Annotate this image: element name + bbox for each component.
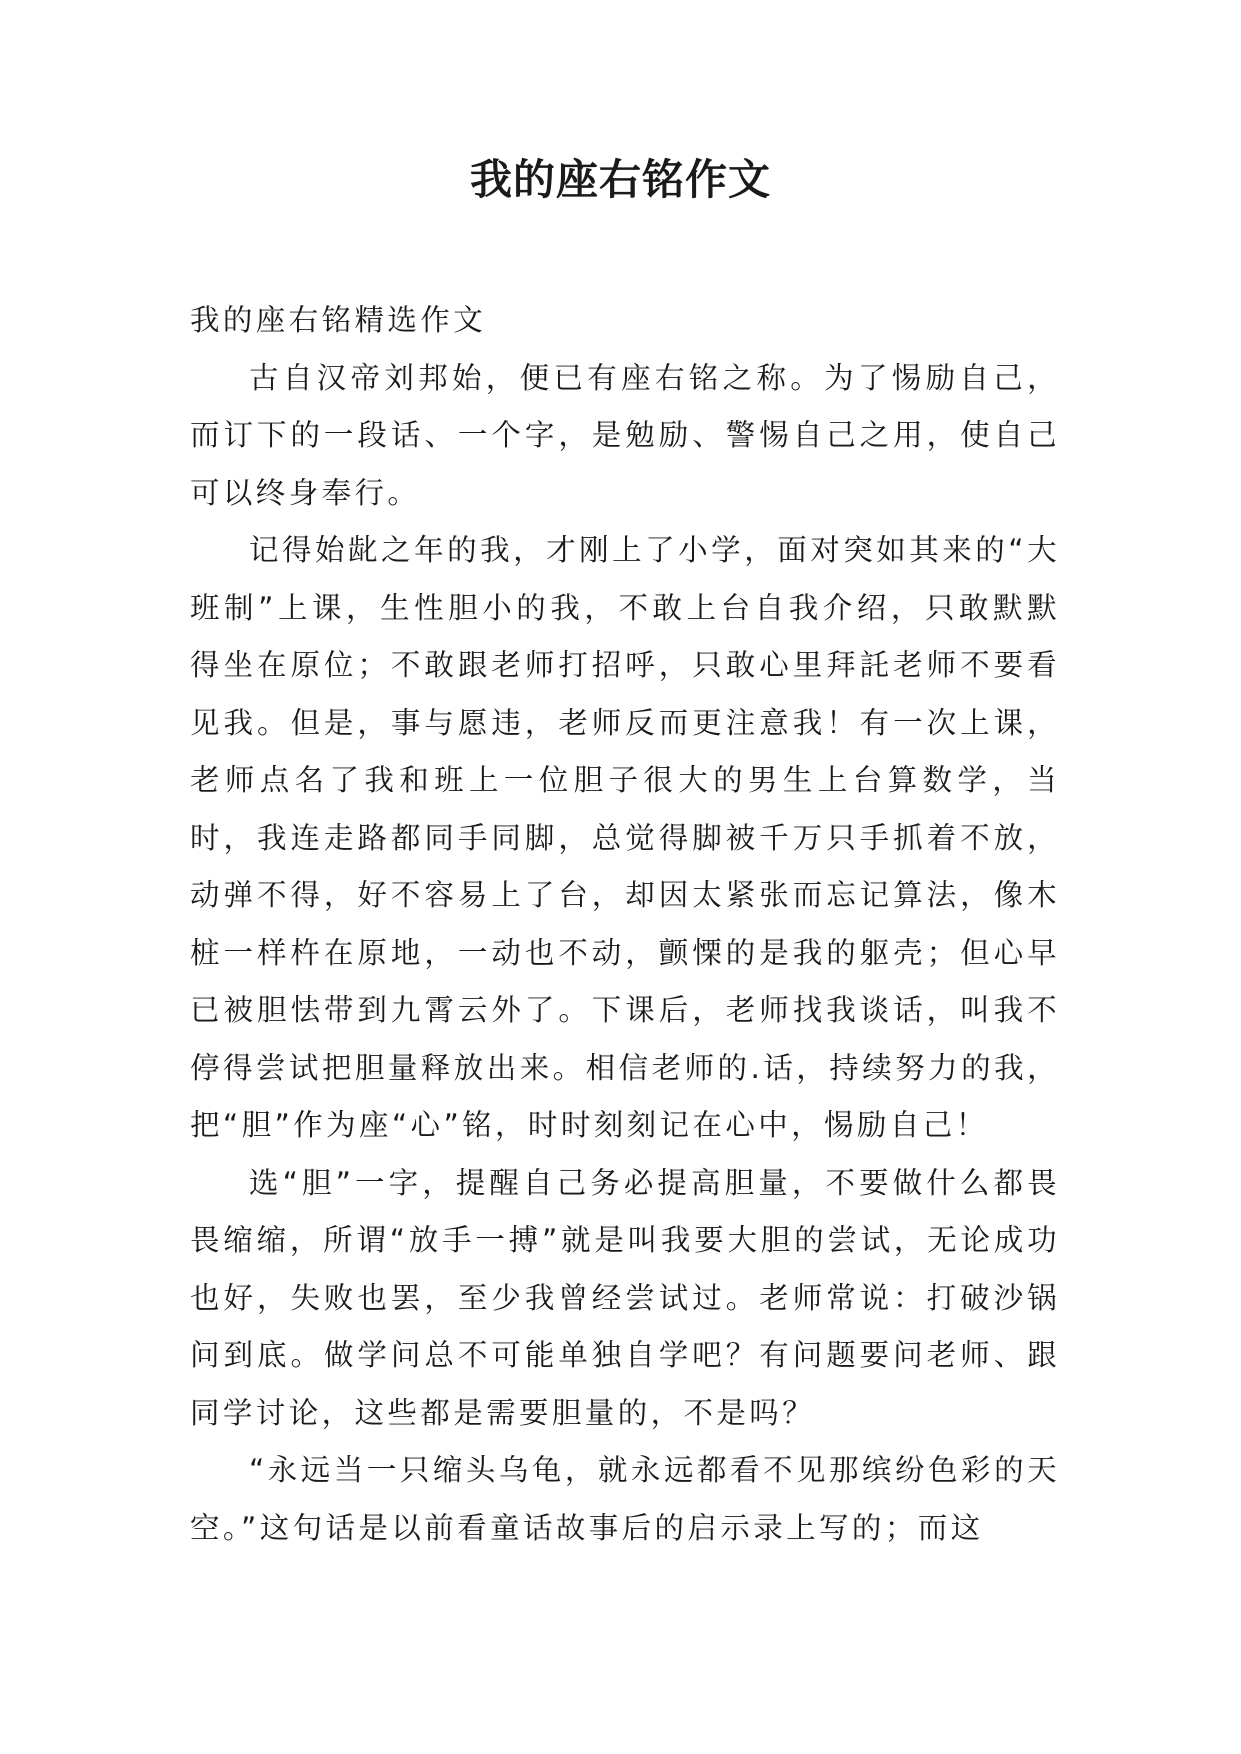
paragraph: 选“胆”一字，提醒自己务必提高胆量，不要做什么都畏畏缩缩，所谓“放手一搏”就是叫我要大胆的尝试，无论成功也好，失败也罢，至少我曾经尝试过。老师常说：打破沙锅问到底。做学问总不可能单独自学吧？有问题要问老师、跟同学讨论，这些都是需要胆量的，不是吗？ (190, 1165, 1060, 1430)
paragraph: 记得始龀之年的我，才刚上了小学，面对突如其来的“大班制”上课，生性胆小的我，不敢上台自我介绍，只敢默默得坐在原位；不敢跟老师打招呼，只敢心里拜託老师不要看见我。但是，事与愿违，老师反而更注意我！有一次上课，老师点名了我和班上一位胆子很大的男生上台算数学，当时，我连走路都同手同脚，总觉得脚被千万只手抓着不放，动弹不得，好不容易上了台，却因太紧张而忘记算法，像木桩一样杵在原地，一动也不动，颤慄的是我的躯壳；但心早已被胆怯带到九霄云外了。下课后，老师找我谈话，叫我不停得尝试把胆量释放出来。相信老师的.话，持续努力的我，把“胆”作为座“心”铭，时时刻刻记在心中，惕励自己！ (190, 533, 1060, 1142)
paragraph: “永远当一只缩头乌龟，就永远都看不见那缤纷色彩的天空。”这句话是以前看童话故事后的启示录上写的；而这 (190, 1453, 1060, 1545)
document-subtitle: 我的座右铭精选作文 (190, 303, 487, 337)
document-title: 我的座右铭作文 (469, 155, 771, 204)
document-body (190, 292, 1060, 1557)
paragraph: 古自汉帝刘邦始，便已有座右铭之称。为了惕励自己，而订下的一段话、一个字，是勉励、警惕自己之用，使自己可以终身奉行。 (190, 360, 1060, 510)
